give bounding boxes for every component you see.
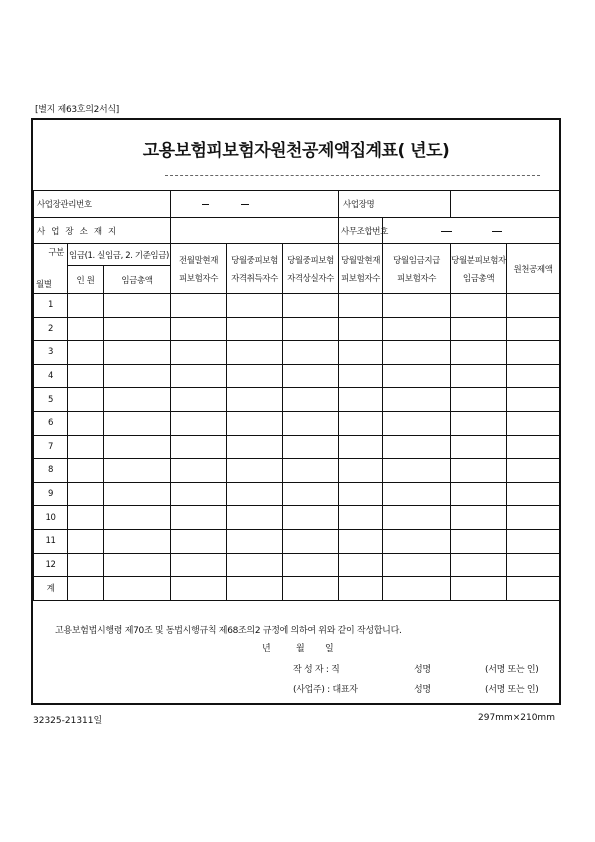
table-cell[interactable] xyxy=(339,529,383,553)
col-headcount: 인 원 xyxy=(68,266,104,294)
table-cell[interactable] xyxy=(104,482,171,506)
table-cell[interactable] xyxy=(507,317,560,341)
col-paid-l2: 피보험자수 xyxy=(396,273,437,284)
table-cell[interactable] xyxy=(68,506,104,530)
table-cell[interactable] xyxy=(507,459,560,483)
row-month-label: 4 xyxy=(34,364,68,388)
table-cell[interactable] xyxy=(283,553,339,577)
table-cell[interactable] xyxy=(283,364,339,388)
corner-bottom-label: 월별 xyxy=(36,280,52,290)
row-month-label: 9 xyxy=(34,482,68,506)
table-cell[interactable] xyxy=(383,364,451,388)
table-cell[interactable] xyxy=(507,341,560,365)
table-cell[interactable] xyxy=(451,553,507,577)
table-cell[interactable] xyxy=(227,317,283,341)
col-lost-l1: 당월중피보험 xyxy=(287,255,334,266)
date-year: 년 xyxy=(262,644,271,654)
table-cell[interactable] xyxy=(104,364,171,388)
month-rows xyxy=(34,294,560,601)
table-cell[interactable] xyxy=(507,294,560,318)
table-cell[interactable] xyxy=(383,388,451,412)
table-cell[interactable] xyxy=(68,482,104,506)
table-cell[interactable] xyxy=(227,506,283,530)
table-cell[interactable] xyxy=(339,388,383,412)
table-cell[interactable] xyxy=(171,294,227,318)
signer-2-role: (사업주) : 대표자 xyxy=(293,685,358,695)
table-cell[interactable] xyxy=(68,529,104,553)
col-acquired xyxy=(227,244,283,294)
table-cell[interactable] xyxy=(283,388,339,412)
table-cell[interactable] xyxy=(171,506,227,530)
table-cell[interactable] xyxy=(383,459,451,483)
table-cell[interactable] xyxy=(227,388,283,412)
table-cell[interactable] xyxy=(383,411,451,435)
table-cell[interactable] xyxy=(104,411,171,435)
col-lost xyxy=(283,244,339,294)
office-no-label: 사무조합번호 xyxy=(339,218,383,244)
table-cell[interactable] xyxy=(283,482,339,506)
row-month-label: 11 xyxy=(34,529,68,553)
table-cell[interactable] xyxy=(507,553,560,577)
table-cell[interactable] xyxy=(104,459,171,483)
table-row xyxy=(34,294,560,318)
table-row xyxy=(34,435,560,459)
row-month-label: 2 xyxy=(34,317,68,341)
table-cell[interactable] xyxy=(171,411,227,435)
table-cell[interactable] xyxy=(171,459,227,483)
row-month-label: 8 xyxy=(34,459,68,483)
table-cell[interactable] xyxy=(171,388,227,412)
table-cell[interactable] xyxy=(68,364,104,388)
col-withholding: 원천공제액 xyxy=(507,244,560,294)
table-cell[interactable] xyxy=(507,506,560,530)
biz-name-field[interactable] xyxy=(451,191,560,218)
biz-address-field[interactable] xyxy=(171,218,339,244)
table-cell[interactable] xyxy=(227,294,283,318)
table-row xyxy=(34,482,560,506)
signer-2-name-label[interactable]: 성명 xyxy=(414,685,431,695)
row-month-label: 계 xyxy=(34,577,68,601)
table-cell[interactable] xyxy=(104,317,171,341)
biz-mgmt-no-boxes[interactable] xyxy=(171,191,339,218)
date-month: 월 xyxy=(296,644,305,654)
table-cell[interactable] xyxy=(383,506,451,530)
table-cell[interactable] xyxy=(507,364,560,388)
table-cell[interactable] xyxy=(283,435,339,459)
footer-size: 297mm×210mm xyxy=(478,713,555,723)
table-cell[interactable] xyxy=(68,553,104,577)
table-row xyxy=(34,529,560,553)
table-cell[interactable] xyxy=(507,411,560,435)
wage-group-header: 임금(1. 실임금, 2. 기준임금) xyxy=(68,244,171,266)
table-cell[interactable] xyxy=(68,388,104,412)
col-share-l1: 당월분피보험자 xyxy=(451,255,506,266)
table-cell[interactable] xyxy=(227,482,283,506)
row-month-label: 10 xyxy=(34,506,68,530)
page-title: 고용보험피보험자원천공제액집계표( 년도) xyxy=(142,141,450,161)
table-cell[interactable] xyxy=(451,294,507,318)
table-cell[interactable] xyxy=(104,553,171,577)
signer-1-sign[interactable]: (서명 또는 인) xyxy=(485,665,539,675)
table-row xyxy=(34,364,560,388)
table-cell[interactable] xyxy=(171,364,227,388)
table-cell[interactable] xyxy=(339,435,383,459)
table-cell[interactable] xyxy=(339,341,383,365)
table-cell[interactable] xyxy=(283,294,339,318)
col-end-month-l1: 당월말현재 xyxy=(340,255,381,266)
table-cell[interactable] xyxy=(339,577,383,601)
table-row xyxy=(34,577,560,601)
table-cell[interactable] xyxy=(383,482,451,506)
table-cell[interactable] xyxy=(171,553,227,577)
table-cell[interactable] xyxy=(339,364,383,388)
table-cell[interactable] xyxy=(339,482,383,506)
table-cell[interactable] xyxy=(68,317,104,341)
table-cell[interactable] xyxy=(68,459,104,483)
table-cell[interactable] xyxy=(68,577,104,601)
table-cell[interactable] xyxy=(383,577,451,601)
col-prev-month-l2: 피보험자수 xyxy=(178,273,219,284)
table-row xyxy=(34,553,560,577)
table-row xyxy=(34,317,560,341)
table-cell[interactable] xyxy=(451,506,507,530)
table-cell[interactable] xyxy=(451,577,507,601)
table-cell[interactable] xyxy=(339,553,383,577)
table-row xyxy=(34,341,560,365)
row-month-label: 6 xyxy=(34,411,68,435)
col-total-wage: 임금총액 xyxy=(104,266,171,294)
table-cell[interactable] xyxy=(451,317,507,341)
table-cell[interactable] xyxy=(383,317,451,341)
table-cell[interactable] xyxy=(227,459,283,483)
table-cell[interactable] xyxy=(339,294,383,318)
table-cell[interactable] xyxy=(507,529,560,553)
row-month-label: 12 xyxy=(34,553,68,577)
signer-2-sign[interactable]: (서명 또는 인) xyxy=(485,685,539,695)
col-lost-l2: 자격상실자수 xyxy=(287,273,334,284)
table-cell[interactable] xyxy=(507,435,560,459)
biz-name-label: 사업장명 xyxy=(339,191,451,218)
col-acquired-l2: 자격취득자수 xyxy=(231,273,278,284)
table-cell[interactable] xyxy=(171,482,227,506)
table-cell[interactable] xyxy=(451,459,507,483)
table-cell[interactable] xyxy=(283,411,339,435)
table-cell[interactable] xyxy=(507,577,560,601)
table-cell[interactable] xyxy=(171,529,227,553)
table-cell[interactable] xyxy=(283,577,339,601)
corner-top-label: 구분 xyxy=(48,248,64,258)
table-cell[interactable] xyxy=(171,317,227,341)
table-cell[interactable] xyxy=(104,577,171,601)
col-share-l2: 임금총액 xyxy=(462,273,495,284)
office-no-boxes[interactable] xyxy=(383,218,560,244)
table-cell[interactable] xyxy=(507,388,560,412)
table-cell[interactable] xyxy=(339,317,383,341)
table-cell[interactable] xyxy=(383,553,451,577)
table-row xyxy=(34,388,560,412)
table-cell[interactable] xyxy=(104,388,171,412)
table-cell[interactable] xyxy=(171,341,227,365)
signer-1-role: 작 성 자 : 직 xyxy=(293,665,340,675)
row-month-label: 3 xyxy=(34,341,68,365)
table-cell[interactable] xyxy=(171,577,227,601)
table-cell[interactable] xyxy=(451,364,507,388)
table-cell[interactable] xyxy=(227,529,283,553)
table-row xyxy=(34,506,560,530)
footer-code: 32325-21311일 xyxy=(33,716,103,726)
col-paid xyxy=(383,244,451,294)
table-cell[interactable] xyxy=(383,529,451,553)
table-cell[interactable] xyxy=(451,411,507,435)
withholding-summary-table xyxy=(33,190,560,601)
table-cell[interactable] xyxy=(339,506,383,530)
table-cell[interactable] xyxy=(171,435,227,459)
col-end-month-l2: 피보험자수 xyxy=(340,273,381,284)
table-cell[interactable] xyxy=(383,435,451,459)
table-cell[interactable] xyxy=(451,341,507,365)
form-code: [별지 제63호의2서식] xyxy=(35,105,120,115)
table-cell[interactable] xyxy=(227,553,283,577)
table-cell[interactable] xyxy=(68,341,104,365)
table-cell[interactable] xyxy=(283,506,339,530)
table-cell[interactable] xyxy=(383,294,451,318)
table-cell[interactable] xyxy=(451,388,507,412)
row-month-label: 5 xyxy=(34,388,68,412)
table-cell[interactable] xyxy=(104,506,171,530)
corner-cell xyxy=(34,244,68,294)
table-cell[interactable] xyxy=(68,411,104,435)
col-paid-l1: 당월임금지급 xyxy=(393,255,440,266)
table-cell[interactable] xyxy=(451,482,507,506)
table-cell[interactable] xyxy=(227,341,283,365)
table-cell[interactable] xyxy=(104,529,171,553)
table-cell[interactable] xyxy=(339,411,383,435)
table-row xyxy=(34,459,560,483)
table-cell[interactable] xyxy=(339,459,383,483)
table-cell[interactable] xyxy=(283,341,339,365)
col-prev-month-l1: 전월말현재 xyxy=(178,255,219,266)
signer-1-name-label[interactable]: 성명 xyxy=(414,665,431,675)
col-prev-month xyxy=(171,244,227,294)
table-cell[interactable] xyxy=(383,341,451,365)
statement-text: 고용보험법시행령 제70조 및 동법시행규칙 제68조의2 규정에 의하여 위와 같이 작성합니다. xyxy=(55,626,402,636)
biz-address-label: 사업장소재지 xyxy=(34,218,171,244)
table-cell[interactable] xyxy=(451,529,507,553)
table-cell[interactable] xyxy=(227,435,283,459)
table-cell[interactable] xyxy=(283,529,339,553)
row-month-label: 1 xyxy=(34,294,68,318)
table-cell[interactable] xyxy=(104,294,171,318)
biz-mgmt-no-label: 사업장관리번호 xyxy=(34,191,171,218)
table-cell[interactable] xyxy=(283,317,339,341)
table-cell[interactable] xyxy=(227,577,283,601)
table-cell[interactable] xyxy=(283,459,339,483)
date-day: 일 xyxy=(325,644,334,654)
table-cell[interactable] xyxy=(227,411,283,435)
row-month-label: 7 xyxy=(34,435,68,459)
title-divider xyxy=(165,175,540,176)
table-cell[interactable] xyxy=(68,435,104,459)
table-cell[interactable] xyxy=(507,482,560,506)
table-cell[interactable] xyxy=(227,364,283,388)
table-cell[interactable] xyxy=(104,435,171,459)
col-end-month xyxy=(339,244,383,294)
col-acquired-l1: 당월중피보험 xyxy=(231,255,278,266)
table-cell[interactable] xyxy=(68,294,104,318)
table-cell[interactable] xyxy=(104,341,171,365)
col-share xyxy=(451,244,507,294)
table-cell[interactable] xyxy=(451,435,507,459)
table-row xyxy=(34,411,560,435)
